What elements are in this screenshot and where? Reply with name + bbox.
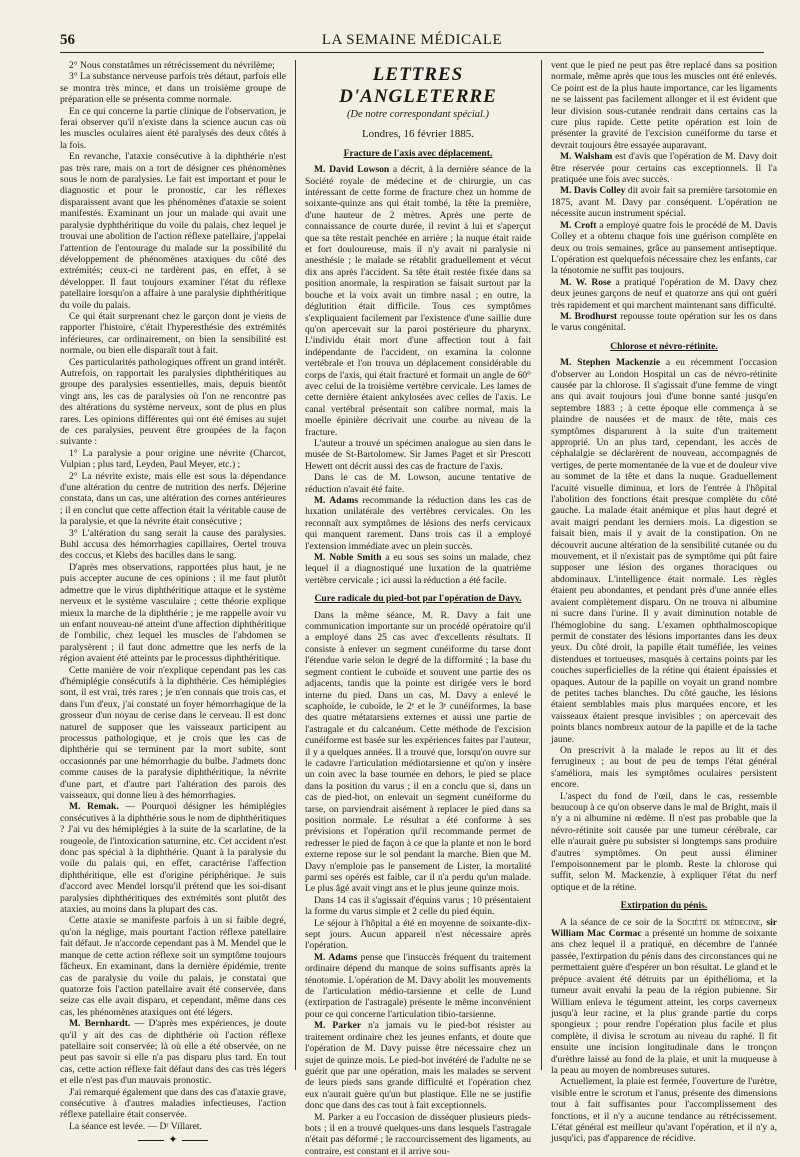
section-heading: Cure radicale du pied-bot par l'opération de Davy. bbox=[314, 593, 522, 605]
column-left bbox=[60, 60, 286, 1147]
speaker-name: M. Walsham bbox=[560, 151, 613, 163]
speaker-name: M. Noble Smith bbox=[314, 552, 382, 564]
paragraph bbox=[551, 185, 777, 219]
speaker-name: M. Parker bbox=[314, 1020, 362, 1032]
paragraph: Dans la même séance, M. R. Davy a fait une communication importante sur un procédé opératoire qu'il a employé dans 25 cas avec d'excellents résultats. Il consiste à enlever un segment cunéiforme du tarse dont l'étendue varie selon le degré de la difformité ; la base du segment contient le cuboïde et souvent une partie des os adjacents, tandis que la pointe est dirigée vers le bord interne du pied. Dans un cas, M. Davy a enlevé le scaphoïde, le cuboïde, le 2ᵉ et le 3ᵉ cunéiformes, la base des quatre métatarsiens externes et aussi une partie de l'astragale et du calcanéum. Cette méthode de l'excision cunéiforme est basée sur les expériences faites par l'auteur, il y a quelques années. Il a trouvé que, lorsqu'on ouvre sur le cadavre l'articulation médiotarsienne et qu'on y insère un coin avec la base tournée en dehors, le pied se place dans la position du varus ; il en a conclu que si, dans un cas de pied-bot, on enlevait un segment cunéiforme du tarse, on parviendrait aisément à replacer le pied dans sa position normale. Le résultat a été conforme à ses prévisions et l'opération qu'il recommande permet de redresser le pied de façon à ce que la plante et non le bord externe repose sur le sol pendant la marche. Bien que M. Davy n'emploie pas le pansement de Lister, la mortalité parmi ses opérés est faible, car il n'a perdu qu'un malade. Le plus âgé avait vingt ans et le plus jeune quinze mois. bbox=[305, 609, 531, 895]
paragraph-text: — D'après mes expériences, je doute qu'il y ait des cas de diphthérie où l'action réflexe patellaire soit conservée; là où elle a été observée, on ne peut pas savoir si elle n'a pas disparu plus tard. En tout cas, cette action réflexe fait défaut dans des cas très légers et elle n'est pas d'un mauvais pronostic. bbox=[60, 1018, 286, 1087]
paragraph: En ce qui concerne la partie clinique de l'observation, je ferai observer qu'il n'existe dans la science aucun cas où les muscles oculaires aient été paralysés des deux côtés à la fois. bbox=[60, 105, 286, 151]
paragraph: 3° La substance nerveuse parfois très détaut, parfois elle se montra très mince, et dans un troisième groupe de préparation elle se présenta comme normale. bbox=[60, 71, 286, 106]
paragraph bbox=[551, 311, 777, 334]
paragraph-text: a employé quatre fois le procédé de M. Davis Colley et a obtenu chaque fois une guérison complète en deux ou trois semaines, grâce au pansement antiseptique. L'opération est quelquefois nécessaire chez les enfants, car la ténotomie ne suffit pas toujours. bbox=[551, 219, 778, 277]
column-divider-left bbox=[295, 60, 296, 1070]
paragraph-text: a présenté un homme de soixante ans chez lequel il a pratiqué, en décembre de l'année passée, l'extirpation du pénis dans des circonstances qui ne permettaient guère d'espérer un bon résultat. Le gland et le prépuce avaient été détruits par un épithélioma, et la tumeur avait envahi la peau de la région pubienne. Sir William enleva le tégument atteint, les corps caverneux jusqu'à leur racine, et la plus grande partie du corps spongieux ; pour rendre l'opération plus facile et plus complète, il divisa le scrotum au niveau du raphé. Il fit ensuite une incision longitudinale dans le tronçon d'urèthre laissé au fond de la plaie, et unit la muqueuse à la peau au moyen de nombreuses sutures. bbox=[551, 928, 777, 1076]
article-subtitle: (De notre correspondant spécial.) bbox=[346, 109, 490, 120]
article-title: LETTRES D'ANGLETERRE bbox=[339, 64, 497, 107]
paragraph: 2° Nous constatâmes un rétrécissement du névrilème; bbox=[69, 60, 275, 71]
paragraph: L'aspect du fond de l'œil, dans le cas, ressemble beaucoup à ce qu'on observe dans le mal de Bright, mais il n'y a ni albumine ni œdème. Il n'est pas probable que la névro-rétinite soit causée par une tumeur cérébrale, car elle n'aurait guère pu subsister si longtemps sans produire d'autres symptômes. On peut aussi éliminer l'empoisonnement par le plomb. Reste la chlorose qui suffit, selon M. Mackenzie, à expliquer l'état du nerf optique et de la rétine. bbox=[551, 790, 777, 893]
paragraph: L'auteur a trouvé un spécimen analogue au sien dans le musée de St-Bartolomew. Sir James Paget et sir Prescott Hewett ont décrit aussi des cas de fracture de l'axis. bbox=[305, 437, 531, 472]
paragraph: Ce qui était surprenant chez le garçon dont je viens de rapporter l'histoire, c'était l'hyperesthésie des extrémités inférieures, car ordinairement, on bien la sensibilité est normale, ou bien elle disparaît tout à fait. bbox=[60, 310, 286, 357]
paragraph bbox=[305, 495, 531, 552]
paragraph: Actuellement, la plaie est fermée, l'ouverture de l'urètre, visible entre le scrotum et l'anus, présente des dimensions tout à fait suffisantes pour l'accomplissement des fonctions, et il n'y a aucune tendance au rétrécissement. L'état général est meilleur qu'avant l'opération, et il n'y a, jusqu'ici, pas d'apparence de récidive. bbox=[551, 1076, 777, 1145]
paragraph: Dans 14 cas il s'agissait d'équins varus ; 10 présentaient la forme du varus simple et 2 celle du pied équin. bbox=[305, 894, 531, 918]
column-middle bbox=[305, 60, 532, 1157]
paragraph-text: — Pourquoi désigner les hémiplégies consécutives à la diphthérie sous le nom de diphthéritiques ? J'ai vu des hémiplégies à la suite de la scarlatine, de la rougeole, de l'intoxication saturnine, etc. Cet accident n'est donc pas spécial à la diphthérie. Quant à la paralysie du voile du palais qui, en effet, caractérise l'affection diphthéritique, elle est d'origine périphérique. Je suis d'accord avec Mendel lorsqu'il prétend que les soi-disant paralysies diphthéritiques des extrémités sont plutôt des ataxies, au moins dans la plupart des cas. bbox=[60, 801, 286, 916]
paragraph bbox=[305, 164, 531, 438]
paragraph-text: a eu sous ses soins un malade, chez lequel il a diagnostiqué une luxation de la quatrième vertèbre cervicale ; ici aussi la réduction a été facile. bbox=[305, 552, 532, 586]
paragraph: A la séance de ce soir de la Société de médecine, sir William Mac Cormac a présenté un homme de soixante ans chez lequel il a pratiqué, en décembre de l'année passée, l'extirpation du pénis dans des circonstances qui ne permettaient guère d'espérer un bon résultat. Le gland et le prépuce avaient été détruits par un épithélioma, et la tumeur avait envahi la peau de la région pubienne. Sir William enleva le tégument atteint, les corps caverneux jusqu'à leur racine, et la plus grande partie du corps spongieux ; pour rendre l'opération plus facile et plus complète, il divisa le scrotum au niveau du raphé. Il fit ensuite une incision longitudinale dans le tronçon d'urèthre laissé au fond de la plaie, et unit la muqueuse à la peau au moyen de nombreuses sutures. bbox=[551, 916, 778, 1076]
section-heading: Chlorose et névro-rétinite. bbox=[610, 340, 718, 352]
paragraph-text: a décrit, à la dernière séance de la Société royale de médecine et de chirurgie, un cas intéressant de cette forme de fracture chez un homme de soixante-quinze ans qui était tombé, la tête la première, d'une hauteur de 2 mètres. Après une perte de connaissance de courte durée, il revint à lui et s'aperçut que sa tête restait penchée en arrière ; la nuque était raide et fort douloureuse, mais il n'y avait ni paralysie ni anesthésie ; le malade se rétablit graduellement et vécut dix ans après l'accident. Sa tête était restée fixée dans sa position anormale, la respiration se faisait surtout par la bouche et la voix avait un timbre nasal ; en outre, la déglutition était difficile. Tous ces symptômes s'expliquaient facilement par l'existence d'une saillie dure qu'on apercevait sur la paroi postérieure du pharynx. L'individu était mort d'une affection tout à fait indépendante de l'accident, on examina la colonne vertébrale et l'on trouva un déplacement considérable du corps de l'axis, qui était fracturé et formait un angle de 60° avec celui de la troisième vertèbre cervicale. Les lames de cette dernière étaient ankylosées avec celles de l'axis. Le canal vertébral présentait son calibre normal, mais la moelle épinière décrivait une courbe au niveau de la fracture. bbox=[305, 164, 531, 438]
paragraph-text: repousse toute opération sur les os dans le varus congénital. bbox=[551, 310, 777, 334]
paragraph bbox=[551, 151, 777, 185]
dateline: Londres, 16 février 1885. bbox=[361, 128, 475, 141]
section-heading: Fracture de l'axis avec déplacement. bbox=[343, 147, 493, 159]
paragraph: La séance est levée. — Dʳ Villaret. bbox=[69, 1120, 202, 1132]
fleuron-ornament: ✦ bbox=[60, 1135, 286, 1146]
speaker-name: M. Adams bbox=[314, 951, 358, 963]
speaker-name: M. Davis Colley bbox=[560, 185, 626, 197]
paragraph-text: dit avoir fait sa première tarsotomie en 1875, avant M. Davy par conséquent. L'opération ne nécessite aucun instrument spécial. bbox=[551, 185, 777, 220]
paragraph: vent que le pied ne peut pas être replacé dans sa position normale, même après que tous les muscles ont été enlevés. Ce point est de la plus haute importance, car les ligaments ne se laissent pas facilement allonger et il est évident que leur division sous-cutanée rendrait dans certains cas la cure plus rapide. Cette petite opération est loin de présenter la gravité de l'excision cunéiforme du tarse et devrait toujours être essayée auparavant. bbox=[551, 60, 777, 151]
paragraph bbox=[551, 357, 777, 745]
page-header bbox=[60, 30, 764, 53]
paragraph-text: est d'avis que l'opération de M. Davy doit être réservée pour certains cas exceptionnels. Il l'a pratiquée une fois avec succès. bbox=[551, 151, 777, 186]
paragraph-text: recommande la réduction dans les cas de luxation unilatérale des vertèbres cervicales. On les reconnaît aux symptômes de lésions des nerfs cervicaux qui manquent rarement. Dans trois cas il a employé l'extension immédiate avec un plein succès. bbox=[305, 495, 531, 552]
column-right bbox=[551, 60, 778, 1145]
paragraph-text: pense que l'insuccès fréquent du traitement ordinaire dépend du manque de soins suffisants après la ténotomie. L'opération de M. Davy abolit les mouvements de l'articulation médio-tarsienne et celle de Lund (extirpation de l'astragale) présente le même inconvénient pour ce qui concerne l'articulation tibio-tarsienne. bbox=[305, 951, 532, 1020]
paragraph-text: n'a jamais vu le pied-bot résister au traitement ordinaire chez les jeunes enfants, et doute que l'opération de M. Davy puisse être nécessaire chez un sujet de quinze mois. Le pied-bot invétéré de l'adulte ne se guérit que par une opération, mais les malades se servent de leurs pieds sans grande difficulté et l'opération chez eux n'aurait guère qu'un but plastique. Elle ne se justifie donc que dans des cas tout à fait exceptionnels. bbox=[305, 1020, 531, 1112]
speaker-name: M. David Lowson bbox=[314, 164, 390, 176]
paragraph: Le séjour à l'hôpital a été en moyenne de soixante-dix-sept jours. Aucun appareil n'est nécessaire après l'opération. bbox=[305, 917, 531, 952]
paragraph: Cette manière de voir n'explique cependant pas les cas d'hémiplégie consécutifs à la diphthérie. Ces hémiplégies sont, il est vrai, très rares ; je n'en connais que trois cas, et dans l'un d'eux, j'ai constaté un foyer hémorrhagique de la grosseur d'un noyau de cerise dans le cerveau. Il est donc naturel de supposer que les vaisseaux participent au processus pathologique, et je crois que les cas de diphthérie qui se terminent par la mort subite, sont occasionnés par une hémorrhagie du bulbe. J'admets donc comme causes de la paralysie diphthéritique, la névrite d'une part, et d'autre part l'altération des parois des vaisseaux, qui donne lieu à des hémorrhagies. bbox=[60, 664, 286, 801]
page-number: 56 bbox=[60, 32, 75, 48]
paragraph bbox=[305, 552, 531, 586]
paragraph: 3° L'altération du sang serait la cause des paralysies. Buhl accusa des hémorrhagies capillaires, Oertel trouva des coccus, et Klebs des bacilles dans le sang. bbox=[60, 527, 286, 562]
speaker-name: sir William Mac Cormac bbox=[551, 916, 778, 940]
paragraph: Dans le cas de M. Lowson, aucune tentative de réduction n'avait été faite. bbox=[305, 472, 531, 495]
speaker-name: M. Brodhurst bbox=[560, 310, 618, 322]
paragraph: M. Parker a eu l'occasion de disséquer plusieurs pieds-bots ; il en a trouvé quelques-uns dans lesquels l'astragale n'était pas déformé ; le raccourcissement des ligaments, au contraire, est constant et il arrive sou- bbox=[305, 1111, 531, 1157]
paragraph bbox=[305, 952, 531, 1020]
paragraph: On prescrivit à la malade le repos au lit et des ferrugineux ; au bout de peu de temps l'état général s'améliora, mais les symptômes oculaires persistent encore. bbox=[551, 744, 777, 791]
speaker-name: M. Stephen Mackenzie bbox=[560, 357, 661, 369]
paragraph bbox=[60, 1018, 286, 1086]
speaker-name: M. Bernhardt. bbox=[69, 1018, 131, 1030]
paragraph: En revanche, l'ataxie consécutive à la diphthérie n'est pas très rare, mais on a tort de désigner ces phénomènes sous le nom de paralysies. Le fait est important et pour le diagnostic et pour le pronostic, car les réflexes disparaissent avant que les phénomènes d'ataxie se soient manifestés. Examinant un jour un malade qui avait une paralysie dyphthéritique du voile du palais, chez lequel je trouvai une abolition de l'action réflexe patellaire, j'appelai l'attention de l'entourage du malade sur la possibilité du développement de phénomènes ataxiques du côté des extrémités; ceux-ci ne tardèrent pas, en effet, à se développer. Il faut toujours examiner l'état du réflexe patellaire lorsqu'on a affaire à une paralysie diphthéritique du voile du palais. bbox=[60, 151, 286, 311]
paragraph bbox=[551, 220, 777, 277]
paragraph: Cette ataxie se manifeste parfois à un si faible degré, qu'on la néglige, mais pourtant l'action réflexe patellaire fait défaut. Je n'accorde cependant pas à M. Mendel que le manque de cette action réflexe soit un symptôme toujours fâcheux. En examinant, dans la dernière épidémie, trente cas de paralysie du voile du palais, je constatai que quatorze fois l'action patellaire avait été conservée, dans seize cas elle avait disparu, et cependant, même dans ces cas, les phénomènes ataxiques ont été légers. bbox=[60, 915, 286, 1018]
speaker-name: M. Remak. bbox=[69, 801, 119, 813]
paragraph-text: a eu récemment l'occasion d'observer au London Hospital un cas de névro-rétinite causée par la chlorose. Il s'agissait d'une femme de vingt ans qui avait toujours joui d'une bonne santé jusqu'en septembre 1883 ; à cette époque elle commença à se plaindre de nausées et de maux de tête, mais ces symptômes disparurent à la suite d'un traitement approprié. Un an plus tard, cependant, les accès de céphalalgie se déclarèrent de nouveau, accompagnés de vertiges, de perte momentanée de la vue et de douleur vive au sommet de la tête et dans la nuque. Graduellement l'acuité visuelle diminua, et lors de l'entrée à l'hôpital l'abolition des fonctions était presque complète du côté gauche. La malade était anémique et plus haut degré et avait maigri pendant les derniers mois. La digestion se faisait bien, mais il y avait de la constipation. On ne découvrit aucune altération de la sensibilité cutanée ou du mouvement, et il n'existait pas de symptôme qui pût faire supposer une lésion des organes thoraciques ou abdominaux. L'intelligence était normale. Les règles étaient peu abondantes, et pendant près d'une année elles avaient complètement disparu. On ne trouva ni albumine ni sucre dans l'urine. Il y avait diminution notable de l'hémoglobine du sang. L'examen ophthalmoscopique permit de constater des lésions importantes dans les deux yeux. Du côté droit, la papille était tuméfiée, les veines distendues et tortueuses, masqués à certains points par les couches superficielles de la rétine qui étaient épaissies et opaques. Autour de la papille on voyait un grand nombre de petites taches blanches. Du côté gauche, les lésions étaient semblables mais plus marquées encore, et les vaisseaux étaient presque invisibles ; on apercevait des points blancs nombreux autour de la papille et de la tache jaune. bbox=[551, 357, 777, 745]
paragraph: Ces particularités pathologiques offrent un grand intérêt. Autrefois, on rapportait les paralysies diphthéritiques au groupe des paralysies essentielles, mais, depuis bientôt vingt ans, les cas de paralysies où l'on ne rencontre pas des altérations du système nerveux, sont de plus en plus rares. Les opinions différentes qui ont été émises au sujet de ces paralysies, peuvent être groupées de la façon suivante : bbox=[60, 356, 286, 448]
speaker-name: M. W. Rose bbox=[560, 276, 612, 288]
speaker-name: M. Croft bbox=[560, 219, 597, 231]
journal-title: LA SEMAINE MÉDICALE bbox=[321, 32, 503, 48]
speaker-name: M. Adams bbox=[314, 495, 359, 506]
paragraph bbox=[551, 277, 777, 311]
paragraph: 2° La névrite existe, mais elle est sous la dépendance d'une altération du centre de nutrition des nerfs. Déjerine constata, dans un cas, une altération des cornes antérieures ; il en conclut que cette affection était la véritable cause de la paralysie, et que la névrite était consécutive ; bbox=[60, 470, 286, 528]
section-heading: Extirpation du pénis. bbox=[620, 900, 708, 912]
column-divider-right bbox=[541, 60, 542, 1070]
paragraph: D'après mes observations, rapportées plus haut, je ne puis accepter aucune de ces opinions ; il me faut plutôt admettre que le virus diphthéritique attaque et le système nerveux et le système vasculaire ; cette théorie explique mieux la marche de la diphthérie ; je me rappelle avoir vu un enfant nouveau-né atteint d'une affection diphthéritique de l'ombilic, chez lequel les muscles de l'abdomen se paralysèrent ; il faut donc admettre que les nerfs de la région avaient été atteints par le processus diphthéritique. bbox=[60, 561, 286, 665]
paragraph bbox=[305, 1020, 531, 1111]
paragraph-text: a pratiqué l'opération de M. Davy chez deux jeunes garçons de neuf et quatorze ans qui ont guéri très rapidement et qui marchent maintenant sans difficulté. bbox=[551, 276, 777, 311]
paragraph bbox=[60, 801, 286, 915]
paragraph: 1° La paralysie a pour origine une névrite (Charcot, Vulpian ; plus tard, Leyden, Paul Meyer, etc.) ; bbox=[60, 447, 286, 471]
paragraph: J'ai remarqué également que dans des cas d'ataxie grave, consécutive à d'autres maladies infectieuses, l'action réflexe patellaire était conservée. bbox=[60, 1086, 286, 1121]
